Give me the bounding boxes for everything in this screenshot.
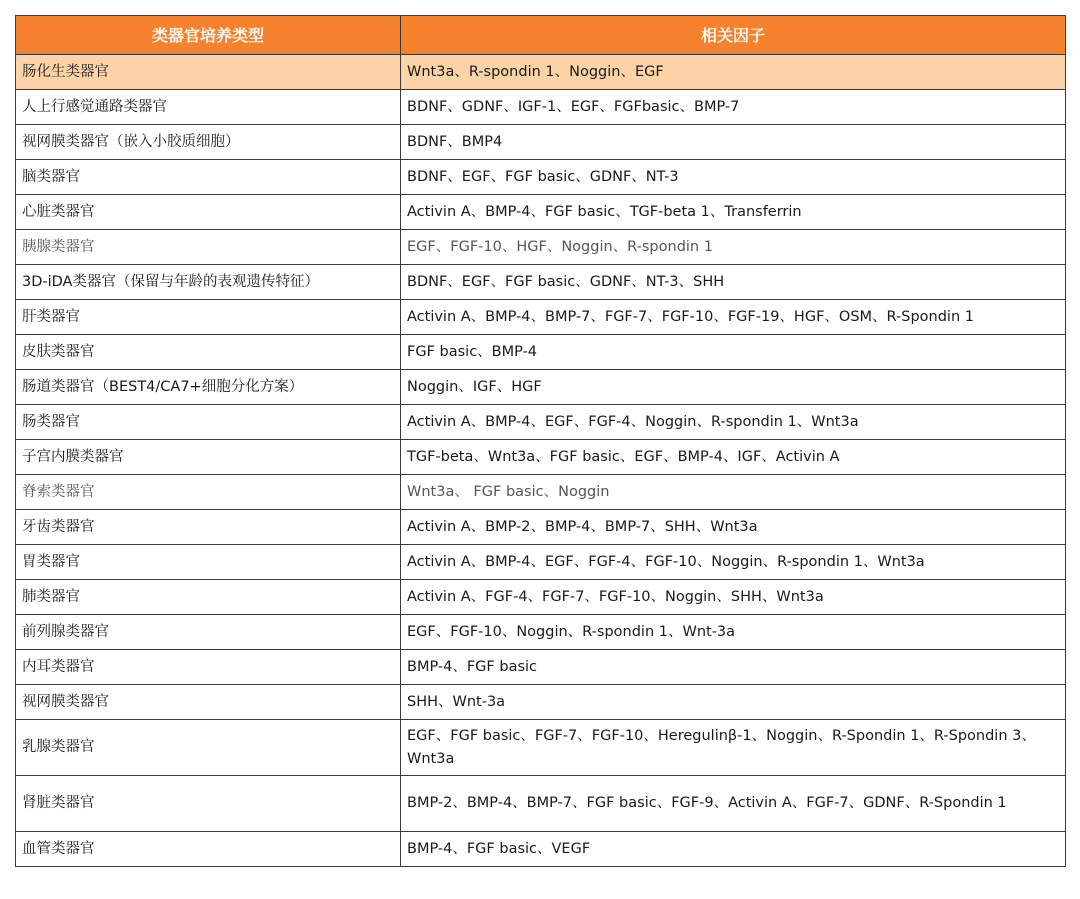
- factors-cell: SHH、Wnt-3a: [401, 685, 1066, 720]
- factors-cell: Activin A、BMP-4、FGF basic、TGF-beta 1、Transferrin: [401, 195, 1066, 230]
- factors-cell: BDNF、GDNF、IGF-1、EGF、FGFbasic、BMP-7: [401, 90, 1066, 125]
- factors-cell: TGF-beta、Wnt3a、FGF basic、EGF、BMP-4、IGF、Activin A: [401, 440, 1066, 475]
- organoid-type-cell: 乳腺类器官: [16, 720, 401, 776]
- factors-cell: BMP-2、BMP-4、BMP-7、FGF basic、FGF-9、Activin A、FGF-7、GDNF、R-Spondin 1: [401, 776, 1066, 832]
- factors-cell: Activin A、FGF-4、FGF-7、FGF-10、Noggin、SHH、Wnt3a: [401, 580, 1066, 615]
- factors-cell: Activin A、BMP-4、EGF、FGF-4、FGF-10、Noggin、R-spondin 1、Wnt3a: [401, 545, 1066, 580]
- table-header-row: [16, 16, 1066, 55]
- table-row: [16, 405, 1066, 440]
- organoid-type-cell: 血管类器官: [16, 832, 401, 867]
- organoid-type-cell: 内耳类器官: [16, 650, 401, 685]
- organoid-type-cell: 子宫内膜类器官: [16, 440, 401, 475]
- factors-cell: Activin A、BMP-2、BMP-4、BMP-7、SHH、Wnt3a: [401, 510, 1066, 545]
- factors-cell: Wnt3a、R-spondin 1、Noggin、EGF: [401, 55, 1066, 90]
- table-row: [16, 685, 1066, 720]
- table-row: [16, 125, 1066, 160]
- factors-cell: Noggin、IGF、HGF: [401, 370, 1066, 405]
- table-row: [16, 615, 1066, 650]
- table-row: [16, 440, 1066, 475]
- table-row: [16, 370, 1066, 405]
- organoid-type-cell: 胰腺类器官: [16, 230, 401, 265]
- factors-cell: BMP-4、FGF basic、VEGF: [401, 832, 1066, 867]
- table-row: [16, 832, 1066, 867]
- table-row: [16, 776, 1066, 832]
- organoid-type-cell: 人上行感觉通路类器官: [16, 90, 401, 125]
- table-row: [16, 90, 1066, 125]
- organoid-type-cell: 3D-iDA类器官（保留与年龄的表观遗传特征）: [16, 265, 401, 300]
- header-organoid-type: 类器官培养类型: [16, 16, 401, 55]
- table-row: [16, 545, 1066, 580]
- table-row: [16, 300, 1066, 335]
- table-row: [16, 580, 1066, 615]
- factors-cell: EGF、FGF basic、FGF-7、FGF-10、Heregulinβ-1、Noggin、R-Spondin 1、R-Spondin 3、Wnt3a: [401, 720, 1066, 776]
- organoid-type-cell: 肾脏类器官: [16, 776, 401, 832]
- organoid-type-cell: 皮肤类器官: [16, 335, 401, 370]
- factors-cell: EGF、FGF-10、Noggin、R-spondin 1、Wnt-3a: [401, 615, 1066, 650]
- factors-cell: FGF basic、BMP-4: [401, 335, 1066, 370]
- table-row: [16, 510, 1066, 545]
- factors-cell: BDNF、EGF、FGF basic、GDNF、NT-3、SHH: [401, 265, 1066, 300]
- table-row: [16, 720, 1066, 776]
- factors-cell: EGF、FGF-10、HGF、Noggin、R-spondin 1: [401, 230, 1066, 265]
- table-row: [16, 475, 1066, 510]
- table-row: [16, 230, 1066, 265]
- factors-cell: Wnt3a、 FGF basic、Noggin: [401, 475, 1066, 510]
- organoid-type-cell: 心脏类器官: [16, 195, 401, 230]
- table-row: [16, 335, 1066, 370]
- table-row: [16, 650, 1066, 685]
- organoid-type-cell: 脊索类器官: [16, 475, 401, 510]
- organoid-type-cell: 视网膜类器官: [16, 685, 401, 720]
- organoid-type-cell: 肠道类器官（BEST4/CA7+细胞分化方案）: [16, 370, 401, 405]
- factors-cell: BDNF、EGF、FGF basic、GDNF、NT-3: [401, 160, 1066, 195]
- table-row: [16, 195, 1066, 230]
- organoid-type-cell: 脑类器官: [16, 160, 401, 195]
- table-row: [16, 265, 1066, 300]
- organoid-type-cell: 前列腺类器官: [16, 615, 401, 650]
- table-row: [16, 55, 1066, 90]
- organoid-type-cell: 肺类器官: [16, 580, 401, 615]
- header-related-factors: 相关因子: [401, 16, 1066, 55]
- factors-cell: Activin A、BMP-4、EGF、FGF-4、Noggin、R-spondin 1、Wnt3a: [401, 405, 1066, 440]
- organoid-type-cell: 肝类器官: [16, 300, 401, 335]
- organoid-type-cell: 牙齿类器官: [16, 510, 401, 545]
- organoid-factor-table: [15, 15, 1066, 867]
- organoid-type-cell: 肠化生类器官: [16, 55, 401, 90]
- organoid-type-cell: 视网膜类器官（嵌入小胶质细胞）: [16, 125, 401, 160]
- factors-cell: BDNF、BMP4: [401, 125, 1066, 160]
- organoid-type-cell: 肠类器官: [16, 405, 401, 440]
- factors-cell: Activin A、BMP-4、BMP-7、FGF-7、FGF-10、FGF-19、HGF、OSM、R-Spondin 1: [401, 300, 1066, 335]
- table-row: [16, 160, 1066, 195]
- factors-cell: BMP-4、FGF basic: [401, 650, 1066, 685]
- organoid-type-cell: 胃类器官: [16, 545, 401, 580]
